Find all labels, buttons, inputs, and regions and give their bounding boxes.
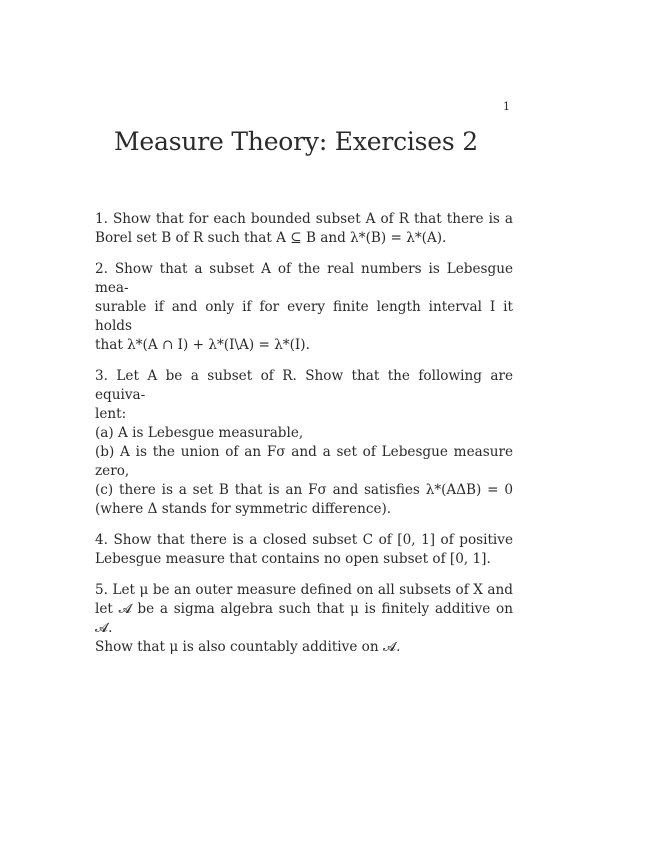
exercise-line: Show that μ is also countably additive on 𝓐. [95,639,401,655]
exercise-3 [95,367,513,519]
exercise-item-a: (a) A is Lebesgue measurable, [95,425,304,441]
exercise-item-c: (c) there is a set B that is an Fσ and satisfies λ*(AΔB) = 0 [95,482,513,498]
exercise-line: surable if and only if for every finite length interval I it holds [95,299,513,334]
exercise-line: Borel set B of R such that A ⊆ B and λ*(B) = λ*(A). [95,230,447,246]
exercise-2 [95,260,513,355]
exercise-line: 1. Show that for each bounded subset A of R that there is a [95,211,513,227]
exercise-line: 2. Show that a subset A of the real numbers is Lebesgue mea- [95,261,513,296]
exercise-4 [95,531,513,569]
exercise-list [95,210,513,657]
exercise-line: 3. Let A be a subset of R. Show that the following are equiva- [95,368,513,403]
exercise-5 [95,581,513,657]
exercise-line: 4. Show that there is a closed subset C of [0, 1] of positive [95,532,513,548]
exercise-line: let 𝓐 be a sigma algebra such that μ is finitely additive on 𝓐. [95,601,513,636]
exercise-item-b: (b) A is the union of an Fσ and a set of Lebesgue measure zero, [95,444,513,479]
page-number: 1 [503,100,510,113]
exercise-item-c-cont: (where Δ stands for symmetric difference). [95,501,392,517]
exercise-line: lent: [95,406,127,422]
exercise-1 [95,210,513,248]
exercise-line: Lebesgue measure that contains no open subset of [0, 1]. [95,551,491,567]
exercise-line: that λ*(A ∩ I) + λ*(I\A) = λ*(I). [95,337,310,353]
exercise-line: 5. Let μ be an outer measure defined on all subsets of X and [95,582,513,598]
page-title: Measure Theory: Exercises 2 [114,127,478,156]
